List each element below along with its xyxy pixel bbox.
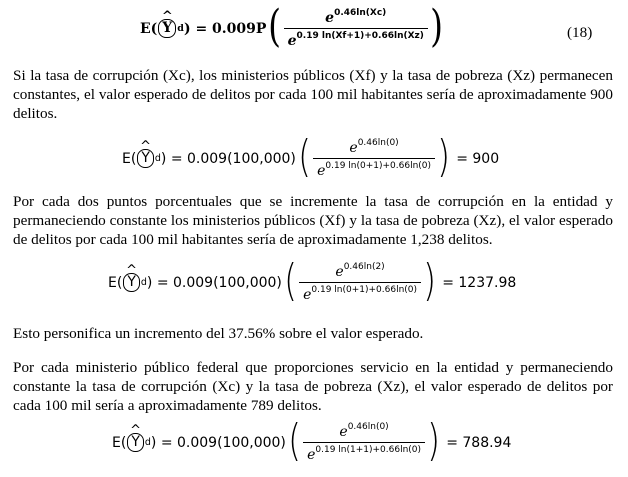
paragraph-1: Si la tasa de corrupción (Xc), los ministerios públicos (Xf) y la tasa de pobreza (Xz) permanecen constantes, el valor esperado de delitos por cada 100 mil habitantes sería de aproximadamente 900 delitos. (13, 67, 613, 122)
eq-b-result: = 1237.98 (442, 274, 517, 291)
equation-number: (18) (567, 24, 593, 41)
equation-18: E( ^ Y d ) = 0.009P ( $\frac{e^{0.46ln(Xc)}}{e^{0.19 ln(Xf+1)+0.66ln(Xz)}}$ ) (140, 0, 443, 52)
eq-a-fraction: $\frac{e^{0.46ln(0)}}{e^{0.19 ln(0+1)+0.66ln(0)}}$ (313, 138, 435, 179)
eq-c-fraction: $\frac{e^{0.46ln(0)}}{e^{0.19 ln(1+1)+0.66ln(0)}}$ (303, 422, 425, 463)
eq18-prefix: E( (140, 20, 158, 37)
paragraph-3: Esto personifica un incremento del 37.56% sobre el valor esperado. (13, 325, 424, 342)
equation-c: E( ^ Y d ) = 0.009(100,000) ( $\frac{e^{0.46ln(0)}}{e^{0.19 ln(1+1)+0.66ln(0)}}$ ) = 788.94 (112, 414, 512, 466)
left-paren: ( (268, 0, 282, 52)
eq-a-result: = 900 (456, 150, 500, 167)
eq-c-result: = 788.94 (446, 434, 512, 451)
eq18-fraction: $\frac{e^{0.46ln(Xc)}}{e^{0.19 ln(Xf+1)+0.66ln(Xz)}}$ (284, 8, 428, 49)
eq18-num-exponent: 0.46ln(Xc) (334, 8, 387, 18)
eq18-yhat: ^ Y (158, 19, 176, 38)
eq18-mid: ) = 0.009P (183, 20, 267, 37)
right-paren: ) (430, 0, 443, 52)
paragraph-2: Por cada dos puntos porcentuales que se incremente la tasa de corrupción en la entidad y permaneciendo constante los ministerios públicos (Xf) y la tasa de pobreza (Xz), el valor esperado de delitos por cada 100 mil habitantes sería de aproximadamente 1,238 delitos. (13, 193, 613, 248)
equation-a: E( ^ Y d ) = 0.009(100,000) ( $\frac{e^{0.46ln(0)}}{e^{0.19 ln(0+1)+0.66ln(0)}}$ ) = 900 (122, 130, 500, 182)
eq18-den-exponent: 0.19 ln(Xf+1)+0.66ln(Xz) (296, 31, 424, 41)
equation-b: E( ^ Y d ) = 0.009(100,000) ( $\frac{e^{0.46ln(2)}}{e^{0.19 ln(0+1)+0.66ln(0)}}$ ) = 1237.98 (108, 254, 517, 306)
eq-b-fraction: $\frac{e^{0.46ln(2)}}{e^{0.19 ln(0+1)+0.66ln(0)}}$ (299, 262, 421, 303)
paragraph-4: Por cada ministerio público federal que proporciones servicio en la entidad y permaneciendo constante la tasa de corrupción (Xc) y la tasa de pobreza (Xz), el valor esperado de delitos por cada 100 mil sería a aproximadamente 789 delitos. (13, 359, 613, 414)
